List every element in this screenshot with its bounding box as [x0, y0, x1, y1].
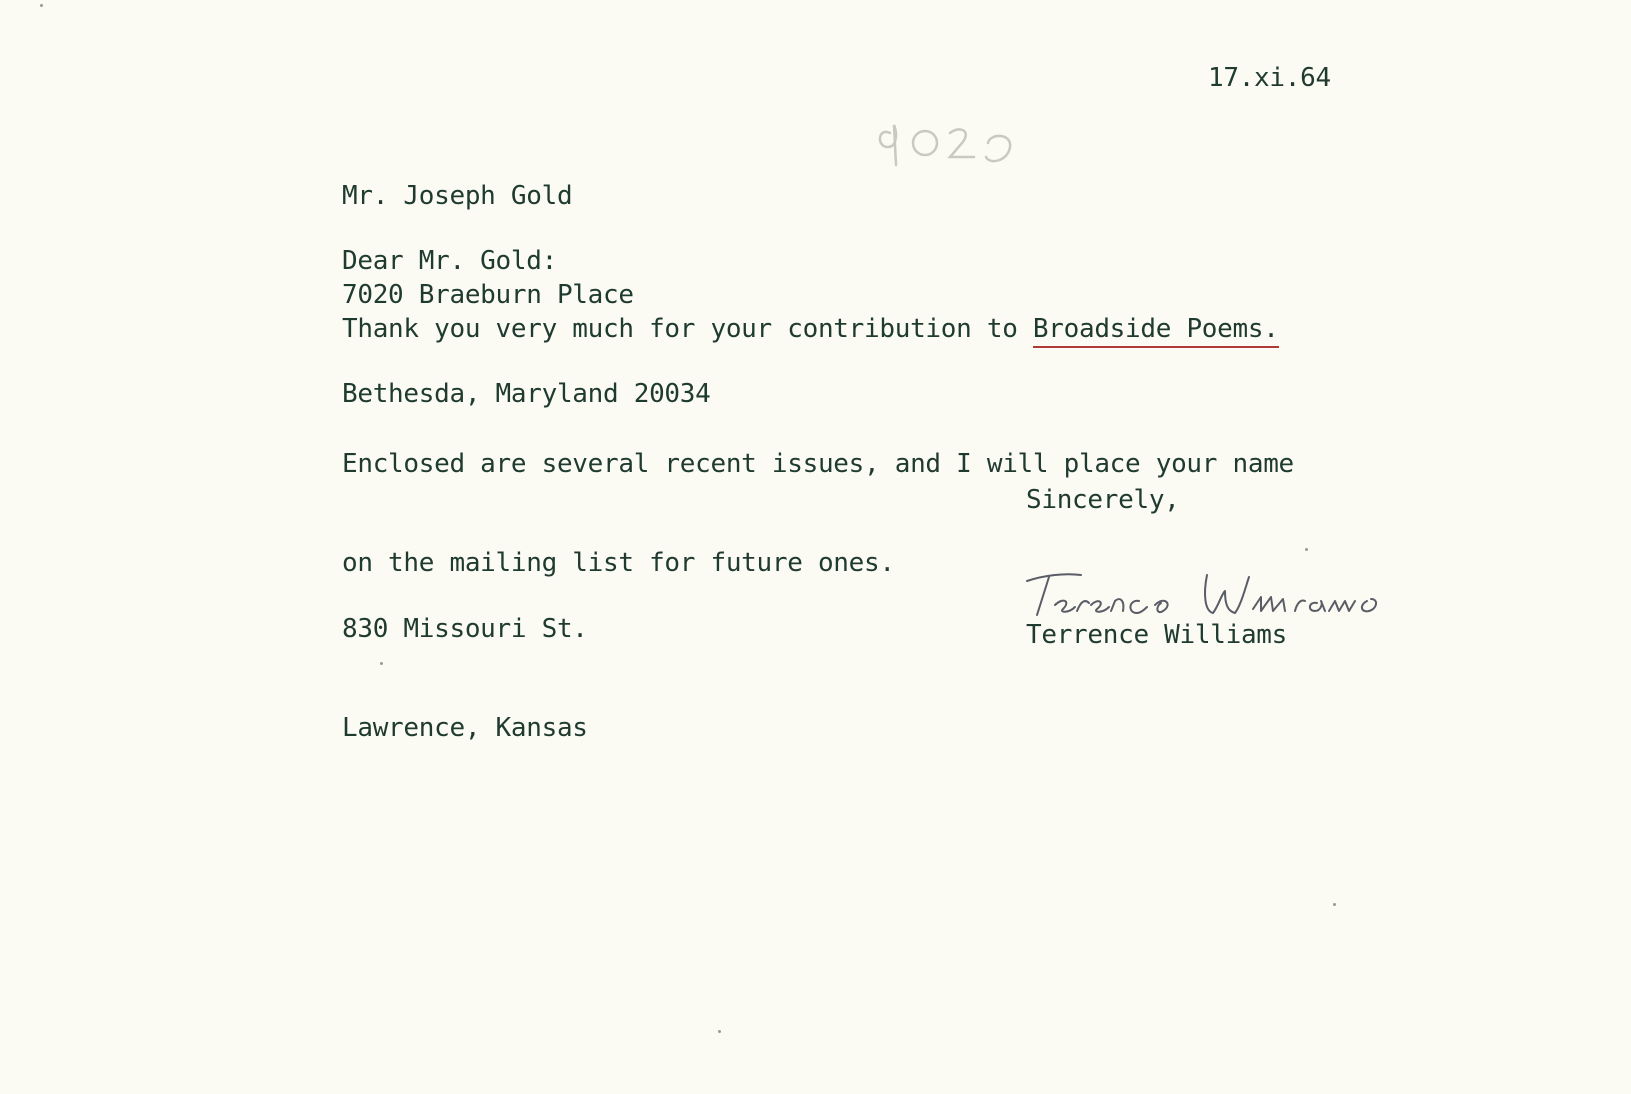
publication-title: Broadside Poems. — [1033, 314, 1279, 348]
para1-text: Thank you very much for your contribution to — [342, 314, 1033, 344]
sender-address — [342, 547, 588, 811]
paper-speck — [1305, 548, 1308, 551]
recipient-name: Mr. Joseph Gold — [342, 181, 573, 211]
paper-speck — [718, 1030, 721, 1033]
paper-speck — [40, 4, 43, 7]
recipient-street: 7020 Braeburn Place — [342, 280, 634, 310]
salutation: Dear Mr. Gold: — [342, 246, 557, 276]
letter-date: 17.xi.64 — [1208, 63, 1331, 93]
paper-speck — [1333, 903, 1336, 906]
closing: Sincerely, — [1026, 485, 1180, 515]
body-paragraph-1 — [342, 313, 1279, 346]
para2-line-2: on the mailing list for future ones. — [342, 548, 895, 578]
sender-city: Lawrence, Kansas — [342, 713, 588, 743]
paper-speck — [380, 662, 383, 665]
para2-line-1: Enclosed are several recent issues, and I will place your name — [342, 449, 1294, 479]
sender-name: Terrence Williams — [1026, 620, 1288, 650]
pencil-annotation — [870, 115, 1040, 195]
recipient-city: Bethesda, Maryland 20034 — [342, 379, 711, 409]
sender-street: 830 Missouri St. — [342, 614, 588, 644]
